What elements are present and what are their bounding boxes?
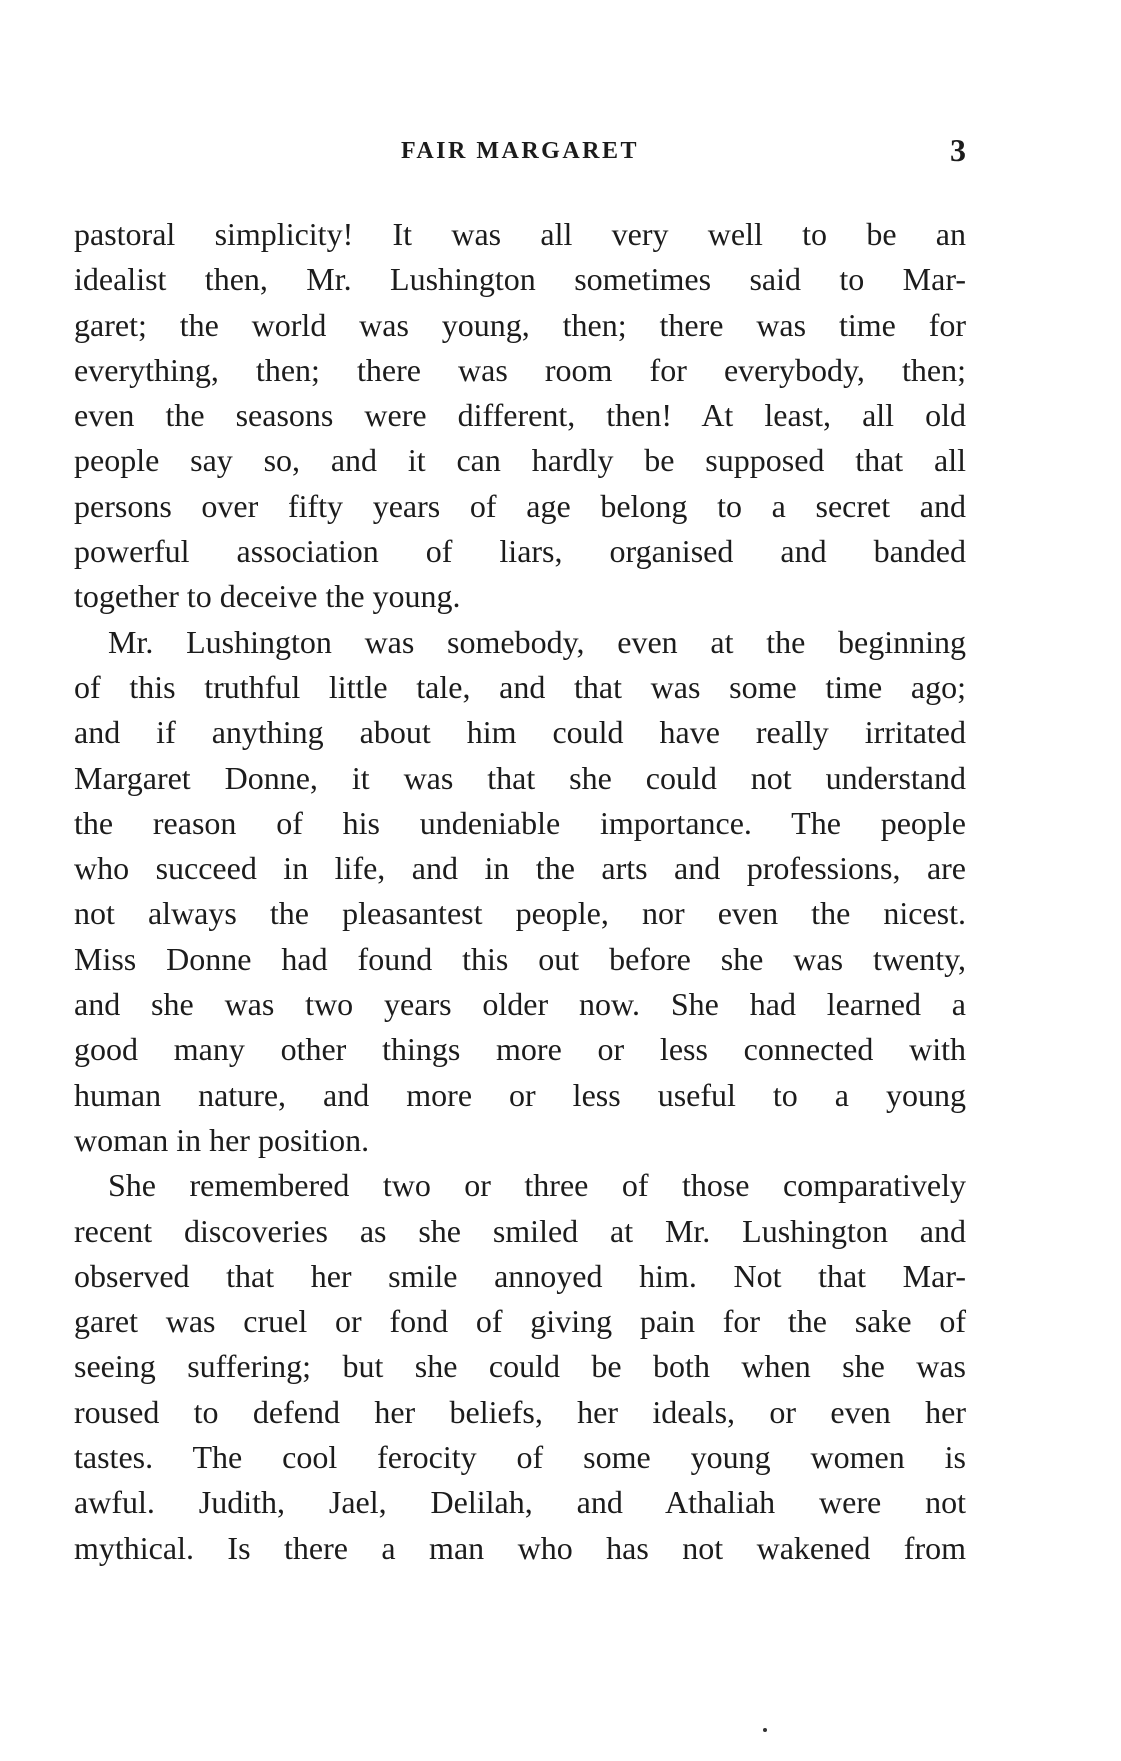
text-line: awful. Judith, Jael, Delilah, and Athaliah were not [74, 1484, 966, 1521]
text-line: garet was cruel or fond of giving pain for the sake of [74, 1303, 966, 1340]
paragraph-start-line: She remembered two or three of those comparatively [108, 1167, 966, 1204]
text-line: who succeed in life, and in the arts and professions, are [74, 850, 966, 887]
text-line: persons over fifty years of age belong to a secret and [74, 487, 966, 524]
text-line: powerful association of liars, organised and banded [74, 533, 966, 570]
text-line: observed that her smile annoyed him. Not that Mar- [74, 1257, 966, 1294]
text-line: and she was two years older now. She had learned a [74, 986, 966, 1023]
text-line: and if anything about him could have really irritated [74, 714, 966, 751]
text-line: human nature, and more or less useful to a young [74, 1076, 966, 1113]
text-line: of this truthful little tale, and that was some time ago; [74, 668, 966, 705]
printer-mark-dot [763, 1728, 767, 1732]
body-text [74, 212, 966, 1571]
page-header [74, 132, 966, 178]
text-line: seeing suffering; but she could be both when she was [74, 1348, 966, 1385]
page-number: 3 [950, 132, 966, 168]
paragraph-start-line: Mr. Lushington was somebody, even at the beginning [108, 623, 966, 660]
text-line: good many other things more or less connected with [74, 1031, 966, 1068]
paragraph-end-line: woman in her position. [74, 1121, 370, 1158]
text-line: people say so, and it can hardly be supposed that all [74, 442, 966, 479]
text-line: roused to defend her beliefs, her ideals, or even her [74, 1393, 966, 1430]
text-line: pastoral simplicity! It was all very well to be an [74, 216, 966, 252]
text-line: everything, then; there was room for everybody, then; [74, 351, 966, 388]
paragraph-end-line: together to deceive the young. [74, 578, 461, 615]
text-line: Margaret Donne, it was that she could not understand [74, 759, 966, 796]
text-line: not always the pleasantest people, nor even the nicest. [74, 895, 966, 932]
running-title: FAIR MARGARET [400, 138, 640, 164]
text-line: the reason of his undeniable importance. The people [74, 804, 966, 841]
text-line: idealist then, Mr. Lushington sometimes said to Mar- [74, 261, 966, 298]
text-line: recent discoveries as she smiled at Mr. Lushington and [74, 1212, 966, 1249]
text-line: mythical. Is there a man who has not wakened from [74, 1529, 966, 1566]
text-line: tastes. The cool ferocity of some young women is [74, 1439, 966, 1476]
text-line: even the seasons were different, then! At least, all old [74, 397, 966, 434]
text-line: garet; the world was young, then; there was time for [74, 306, 966, 343]
text-line: Miss Donne had found this out before she was twenty, [74, 940, 966, 977]
